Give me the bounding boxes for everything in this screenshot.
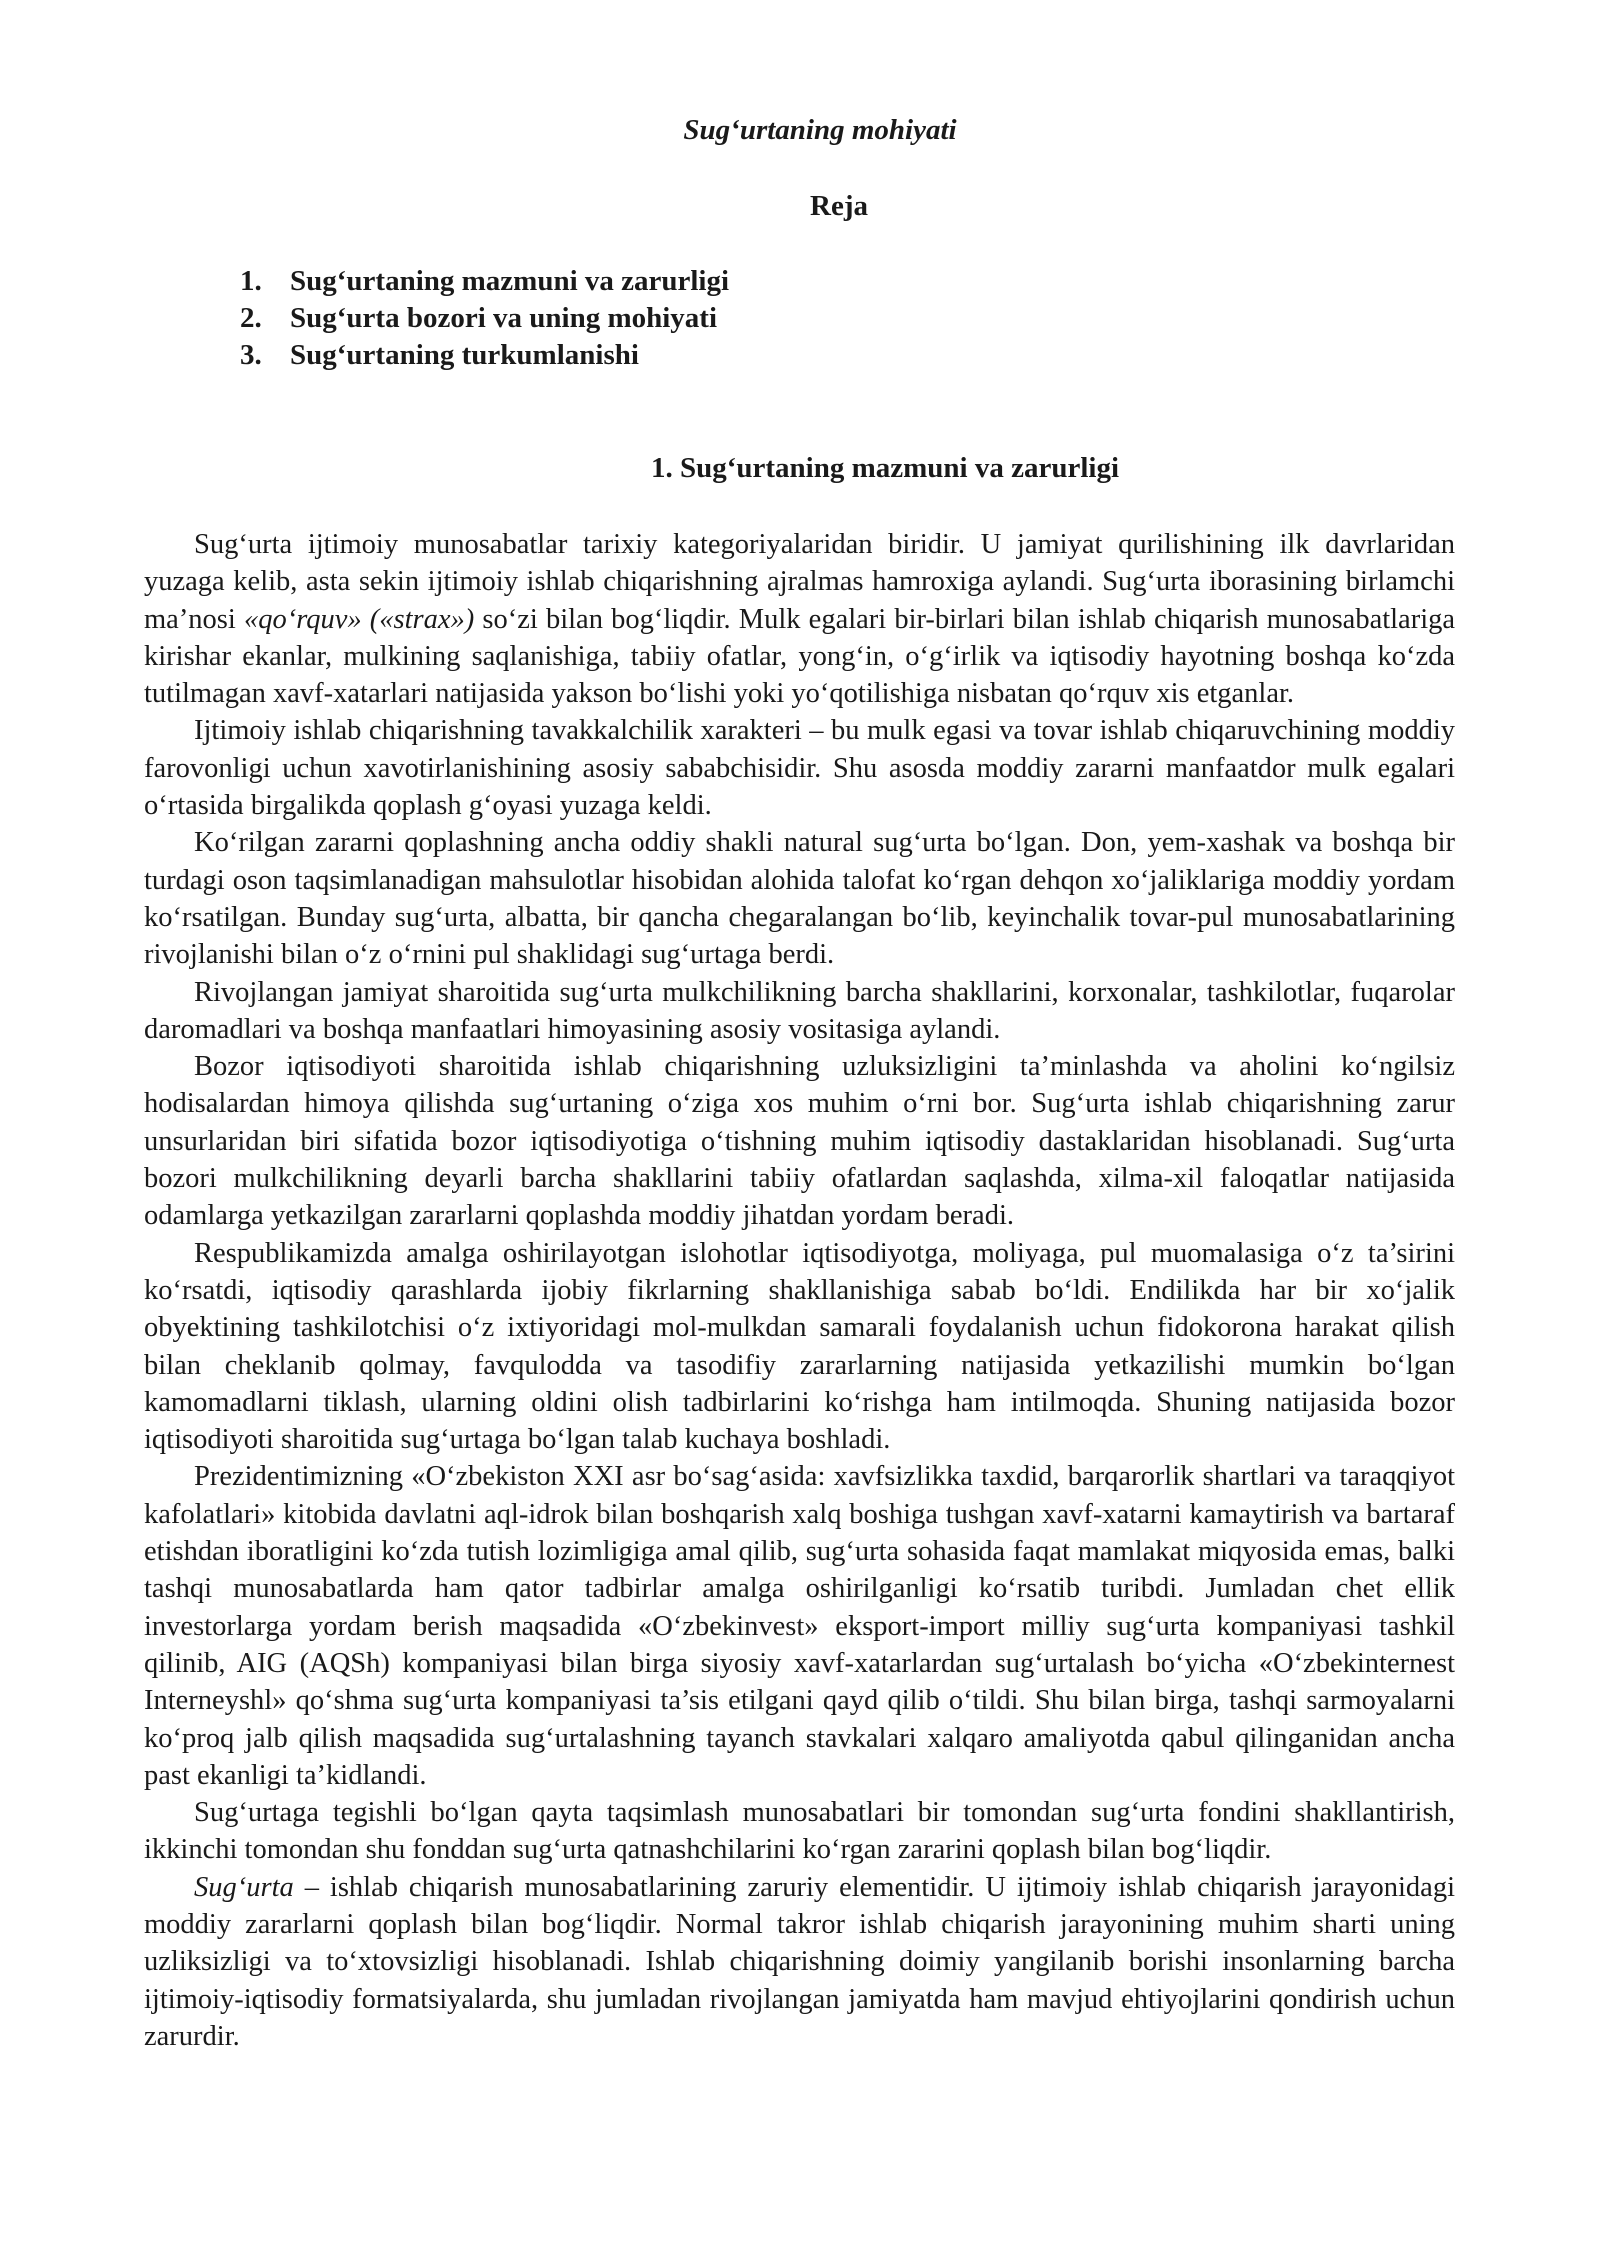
plan-item-number: 1. xyxy=(240,265,262,297)
paragraph-2: Ijtimoiy ishlab chiqarishning tavakkalchilik xarakteri – bu mulk egasi va tovar ishlab chiqaruvchining moddiy farovonligi uchun xavotirlanishining asosiy sababchisidir. Shu asosda moddiy zararni manfaatdor mulk egalari o‘rtasida birgalikda qoplash g‘oyasi yuzaga keldi. xyxy=(144,715,1455,822)
plan-item xyxy=(240,337,729,374)
paragraph-7: Prezidentimizning «O‘zbekiston XXI asr bo‘sag‘asida: xavfsizlikka taxdid, barqarorlik shartlari va taraqqiyot kafolatlari» kitobida davlatni aql-idrok bilan boshqarish xalq boshiga tushgan xavf-xatarni kamaytirish va bartaraf etishdan iboratligini ko‘zda tutish lozimligiga amal qilib, sug‘urta sohasida faqat mamlakat miqyosida emas, balki tashqi munosabatlarda ham qator tadbirlar amalga oshirilganligi ko‘rsatib turibdi. Jumladan chet ellik investorlarga yordam berish maqsadida «O‘zbekinvest» eksport-import milliy sug‘urta kompaniyasi tashkil qilinib, AIG (AQSh) kompaniyasi bilan birga siyosiy xavf-xatarlardan sug‘urtalash bo‘yicha «O‘zbekinternest Interneyshl» qo‘shma sug‘urta kompaniyasi ta’sis etilgani qayd qilib o‘tildi. Shu bilan birga, tashqi sarmoyalarni ko‘proq jalb qilish maqsadida sug‘urtalashning tayanch stavkalari xalqaro amaliyotda qabul qilinganidan ancha past ekanligi ta’kidlandi. xyxy=(144,1461,1455,1791)
body-text xyxy=(144,526,1455,2055)
paragraph-5: Bozor iqtisodiyoti sharoitida ishlab chiqarishning uzluksizligini ta’minlashda va aholini ko‘ngilsiz hodisalardan himoya qilishda sug‘urtaning o‘ziga xos muhim o‘rni bor. Sug‘urta ishlab chiqarishning zarur unsurlaridan biri sifatida bozor iqtisodiyotiga o‘tishning muhim iqtisodiy dastaklaridan hisoblanadi. Sug‘urta bozori mulkchilikning deyarli barcha shakllarini tabiiy ofatlardan saqlashda, xilma-xil faloqatlar natijasida odamlarga yetkazilgan zararlarni qoplashda moddiy jihatdan yordam beradi. xyxy=(144,1051,1455,1232)
document-title: Sug‘urtaning mohiyati xyxy=(683,114,957,146)
plan-list xyxy=(240,263,729,374)
paragraph-1-part-b: so‘zi bilan bog‘liqdir. Mulk egalari bir-birlari bilan ishlab chiqarish munosabatlariga kirishar ekanlar, mulkining saqlanishiga, tabiiy ofatlar, yong‘in, o‘g‘irlik va iqtisodiy hayotning boshqa ko‘zda tutilmagan xavf-xatarlari natijasida yakson bo‘lishi yoki yo‘qotilishiga nisbatan qo‘rquv xis etganlar. xyxy=(144,603,1456,710)
plan-item xyxy=(240,263,729,300)
paragraph-1 xyxy=(144,526,1455,712)
paragraph-9-emphasis: Sug‘urta xyxy=(194,1871,294,1903)
plan-item-number: 3. xyxy=(240,339,262,371)
paragraph-6: Respublikamizda amalga oshirilayotgan islohotlar iqtisodiyotga, moliyaga, pul muomalasiga o‘z ta’sirini ko‘rsatdi, iqtisodiy qarashlarda ijobiy fikrlarning shakllanishiga sabab bo‘ldi. Endilikda har bir xo‘jalik obyektining tashkilotchisi o‘z ixtiyoridagi mol-mulkdan samarali foydalanish uchun fidokorona harakat qilish bilan cheklanib qolmay, favqulodda va tasodifiy zararlarning natijasida yetkazilishi mumkin bo‘lgan kamomadlarni tiklash, ularning oldini olish tadbirlarini ko‘rishga ham intilmoqda. Shuning natijasida bozor iqtisodiyoti sharoitida sug‘urtaga bo‘lgan talab kuchaya boshladi. xyxy=(144,1237,1455,1456)
plan-heading: Reja xyxy=(810,190,868,222)
paragraph-8: Sug‘urtaga tegishli bo‘lgan qayta taqsimlash munosabatlari bir tomondan sug‘urta fondini shakllantirish, ikkinchi tomondan shu fonddan sug‘urta qatnashchilarini ko‘rgan zararini qoplash bilan bog‘liqdir. xyxy=(144,1797,1455,1866)
paragraph-1-part-a: Sug‘urta ijtimoiy munosabatlar tarixiy kategoriyalaridan biridir. U jamiyat qurilishining ilk davrlaridan yuzaga kelib, asta sekin ijtimoiy ishlab chiqarishning ajralmas hamroxiga aylandi. Sug‘urta iborasining birlamchi ma’nosi xyxy=(144,529,1455,635)
plan-item-text: Sug‘urta bozori va uning mohiyati xyxy=(290,302,717,334)
section-heading: 1. Sug‘urtaning mazmuni va zarurligi xyxy=(650,452,1120,484)
plan-item-number: 2. xyxy=(240,302,262,334)
plan-item-text: Sug‘urtaning turkumlanishi xyxy=(290,339,639,371)
paragraph-9-part-b: – ishlab chiqarish munosabatlarining zaruriy elementidir. U ijtimoiy ishlab chiqarish jarayonidagi moddiy zararlarni qoplash bilan bog‘liqdir. Normal takror ishlab chiqarish jarayonining muhim sharti uning uzliksizligi va to‘xtovsizligi hisoblanadi. Ishlab chiqarishning doimiy yangilanib borishi insonlarning barcha ijtimoiy-iqtisodiy formatsiyalarda, shu jumladan rivojlangan jamiyatda ham mavjud ehtiyojlarini qondirish uchun zarurdir. xyxy=(144,1871,1455,2052)
plan-item xyxy=(240,300,729,337)
paragraph-9 xyxy=(144,1869,1455,2055)
plan-item-text: Sug‘urtaning mazmuni va zarurligi xyxy=(290,265,730,297)
paragraph-1-emphasis: «qo‘rquv» («strax») xyxy=(243,603,475,635)
paragraph-4: Rivojlangan jamiyat sharoitida sug‘urta mulkchilikning barcha shakllarini, korxonalar, tashkilotlar, fuqarolar daromadlari va boshqa manfaatlari himoyasining asosiy vositasiga aylandi. xyxy=(144,976,1455,1045)
paragraph-3: Ko‘rilgan zararni qoplashning ancha oddiy shakli natural sug‘urta bo‘lgan. Don, yem-xashak va boshqa bir turdagi oson taqsimlanadigan mahsulotlar hisobidan alohida talofat ko‘rgan dehqon xo‘jaliklariga moddiy yordam ko‘rsatilgan. Bunday sug‘urta, albatta, bir qancha chegaralangan bo‘lib, keyinchalik tovar-pul munosabatlarining rivojlanishi bilan o‘z o‘rnini pul shaklidagi sug‘urtaga berdi. xyxy=(144,827,1455,971)
